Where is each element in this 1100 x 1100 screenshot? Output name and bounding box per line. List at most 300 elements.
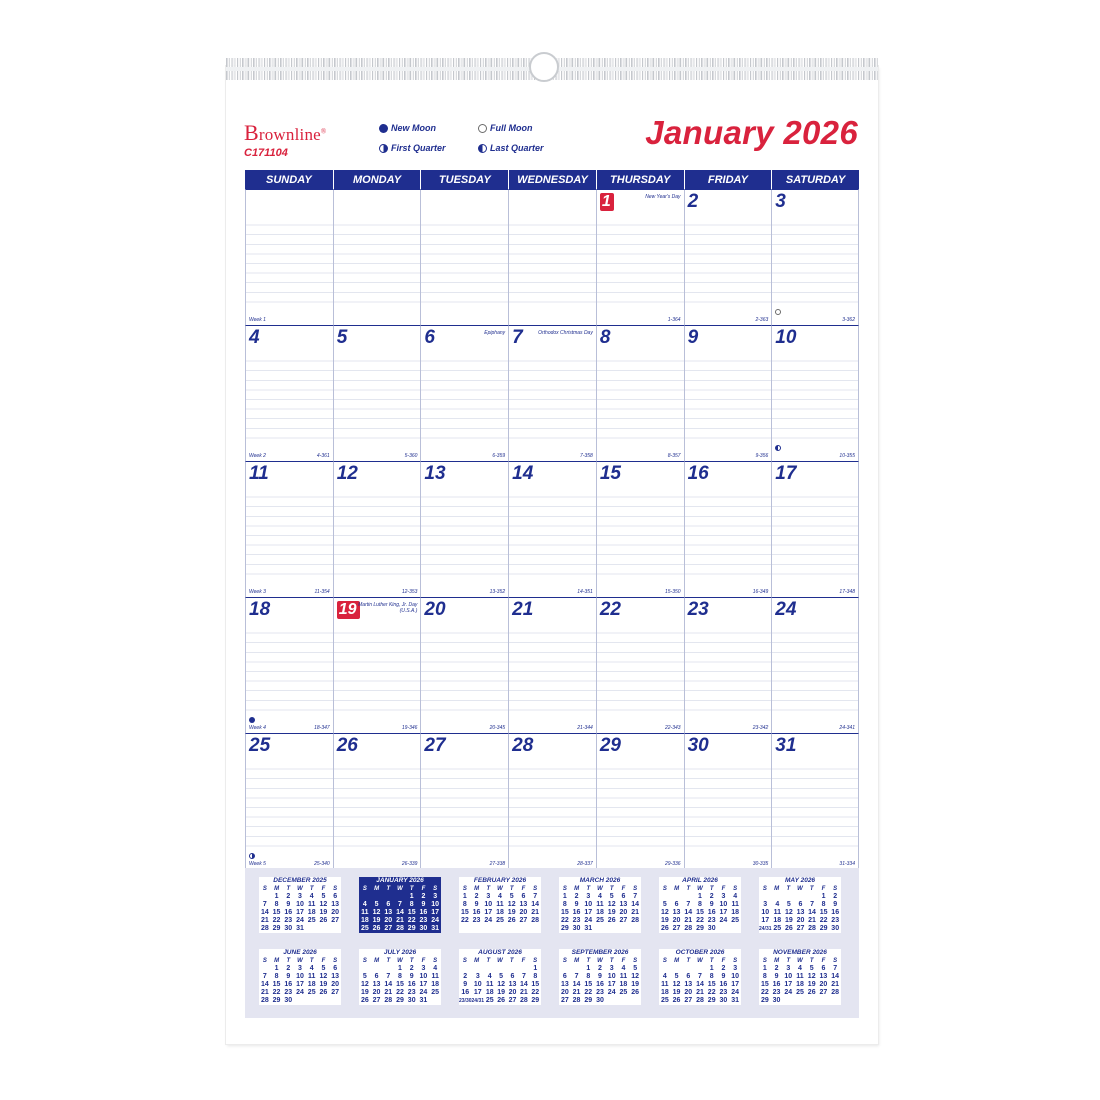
mini-day: 23 <box>596 989 604 996</box>
mini-weekday-header <box>459 957 541 965</box>
day-cell-23[interactable] <box>684 597 772 733</box>
mini-day: 4 <box>309 893 314 900</box>
mini-weekday: S <box>833 886 838 892</box>
day-cell-24[interactable] <box>771 597 859 733</box>
mini-month-title: JUNE 2026 <box>283 949 317 956</box>
mini-day: 21 <box>696 989 704 996</box>
mini-day: 10 <box>761 909 770 916</box>
mini-day: 24 <box>419 989 428 996</box>
day-cell-29[interactable] <box>596 733 684 869</box>
day-count: 7-358 <box>580 453 593 459</box>
mini-day <box>806 893 818 901</box>
mini-day: 5 <box>509 893 514 900</box>
mini-day: 30 <box>707 925 716 932</box>
mini-day: 13 <box>672 909 681 916</box>
mini-day <box>306 997 318 1005</box>
day-cell-28[interactable] <box>508 733 596 869</box>
mini-day <box>795 893 807 901</box>
mini-day: 6 <box>562 973 567 980</box>
new-moon-icon <box>379 124 388 133</box>
mini-day: 7 <box>574 973 579 980</box>
day-count: 2-363 <box>755 317 769 323</box>
mini-day: 30 <box>284 925 293 932</box>
mini-days <box>759 893 841 933</box>
mini-day: 30 <box>772 997 781 1004</box>
mini-day: 21 <box>684 917 693 924</box>
mini-day: 16 <box>719 981 728 988</box>
mini-day: 15 <box>819 909 828 916</box>
mini-day: 3 <box>298 893 302 900</box>
mini-day: 29 <box>584 997 593 1004</box>
mini-days <box>659 893 741 933</box>
legend-full-moon: Full Moon <box>478 123 533 133</box>
mini-day: 6 <box>386 901 391 908</box>
mini-day <box>394 893 406 901</box>
mini-weekday-header <box>359 885 441 893</box>
mini-day: 1 <box>274 893 279 900</box>
day-cell-7[interactable] <box>508 325 596 461</box>
mini-weekday: T <box>686 958 691 964</box>
mini-weekday: S <box>333 886 338 892</box>
mini-weekday: S <box>362 886 367 892</box>
mini-day: 1 <box>274 965 279 972</box>
mini-day: 2 <box>598 965 602 972</box>
day-count: 4-361 <box>316 453 330 459</box>
mini-weekday: T <box>786 886 791 892</box>
day-number: 31 <box>775 735 797 756</box>
mini-day: 7 <box>633 893 638 900</box>
mini-day: 23 <box>472 917 481 924</box>
mini-day: 7 <box>521 973 526 980</box>
day-cell-13[interactable] <box>420 461 508 597</box>
mini-days <box>559 965 641 1005</box>
weekday-header <box>245 170 859 189</box>
mini-day: 17 <box>784 981 793 988</box>
mini-day: 17 <box>473 989 482 996</box>
mini-day: 21 <box>808 917 816 924</box>
mini-day: 21 <box>384 989 393 996</box>
day-count: 18-347 <box>314 725 330 731</box>
mini-day: 20 <box>384 917 393 924</box>
mini-day: 8 <box>274 973 279 980</box>
month-grid <box>245 170 859 870</box>
day-cell-8[interactable] <box>596 325 684 461</box>
mini-weekday: W <box>597 886 603 892</box>
mini-day: 19 <box>360 989 369 996</box>
mini-day: 17 <box>719 909 728 916</box>
mini-day: 12 <box>497 981 506 988</box>
day-cell-19[interactable] <box>333 597 421 733</box>
mini-day: 17 <box>584 909 593 916</box>
mini-day: 19 <box>807 981 816 988</box>
day-cell-9[interactable] <box>684 325 772 461</box>
mini-weekday: S <box>733 958 738 964</box>
mini-day: 15 <box>272 981 281 988</box>
mini-month-title: JULY 2026 <box>383 949 417 956</box>
mini-weekday-header <box>459 885 541 893</box>
mini-day: 10 <box>296 901 304 908</box>
mini-day: 19 <box>319 981 328 988</box>
week-label: Week 1 <box>249 317 266 323</box>
mini-days <box>259 893 341 933</box>
mini-day: 11 <box>796 973 804 980</box>
mini-day: 20 <box>519 909 528 916</box>
mini-day <box>772 893 784 901</box>
day-cell-3[interactable] <box>771 189 859 325</box>
mini-weekday: S <box>733 886 738 892</box>
mini-day: 19 <box>631 981 640 988</box>
mini-weekday-header <box>259 957 341 965</box>
mini-day: 27 <box>331 989 340 996</box>
mini-weekday: M <box>474 886 480 892</box>
mini-day: 15 <box>707 981 716 988</box>
day-cell-30[interactable] <box>684 733 772 869</box>
mini-day: 28 <box>531 917 540 924</box>
mini-day: 12 <box>319 973 328 980</box>
day-cell-5[interactable] <box>333 325 421 461</box>
mini-day: 20 <box>331 981 340 988</box>
mini-day: 18 <box>307 909 316 916</box>
mini-weekday: T <box>386 886 391 892</box>
mini-weekday: S <box>433 958 438 964</box>
mini-day: 8 <box>762 973 767 980</box>
mini-weekday: F <box>821 958 826 964</box>
day-count: 27-338 <box>489 861 506 867</box>
mini-weekday: T <box>286 886 291 892</box>
mini-calendar-december-2025 <box>259 877 341 933</box>
mini-day <box>429 997 441 1005</box>
mini-day: 6 <box>821 965 826 972</box>
product-code: C171104 <box>244 147 288 159</box>
mini-day: 14 <box>684 909 693 916</box>
mini-day: 14 <box>572 981 581 988</box>
mini-day: 5 <box>499 973 504 980</box>
mini-day: 17 <box>761 917 770 924</box>
mini-day: 9 <box>409 973 414 980</box>
mini-day: 7 <box>833 965 838 972</box>
mini-weekday: T <box>809 958 814 964</box>
mini-day: 18 <box>360 917 369 924</box>
mini-day: 1 <box>821 893 826 900</box>
mini-day: 8 <box>709 973 714 980</box>
mini-day: 4 <box>498 893 502 900</box>
mini-day <box>329 997 341 1005</box>
mini-day: 12 <box>360 981 369 988</box>
mini-day <box>329 925 341 933</box>
mini-day: 15 <box>696 909 704 916</box>
mini-day: 9 <box>709 901 714 908</box>
mini-day: 28 <box>260 925 269 932</box>
mini-day <box>318 925 330 933</box>
mini-day: 10 <box>719 901 728 908</box>
mini-weekday-header <box>259 885 341 893</box>
mini-weekday: F <box>521 958 526 964</box>
mini-day: 13 <box>331 973 340 980</box>
mini-day: 19 <box>660 917 669 924</box>
day-cell-25[interactable] <box>245 733 333 869</box>
mini-day: 17 <box>484 909 493 916</box>
mini-day <box>671 965 683 973</box>
mini-day: 3 <box>298 965 302 972</box>
mini-month-title: APRIL 2026 <box>682 877 718 884</box>
mini-day <box>594 925 606 933</box>
day-count: 29-336 <box>664 861 681 867</box>
mini-days <box>759 965 841 1005</box>
mini-day: 24 <box>784 989 793 996</box>
mini-day: 4 <box>309 965 314 972</box>
day-cell-31[interactable] <box>771 733 859 869</box>
mini-day: 4 <box>433 965 438 972</box>
mini-weekday: F <box>321 958 326 964</box>
mini-weekday: F <box>321 886 326 892</box>
day-cell-22[interactable] <box>596 597 684 733</box>
mini-day: 15 <box>584 981 593 988</box>
day-cell-2[interactable] <box>684 189 772 325</box>
day-count: 30-335 <box>752 861 769 867</box>
mini-calendar-february-2026 <box>459 877 541 933</box>
mini-day: 15 <box>531 981 540 988</box>
mini-day: 20 <box>619 909 628 916</box>
day-count: 14-351 <box>577 589 593 595</box>
day-cell-16[interactable] <box>684 461 772 597</box>
mini-weekday-header <box>359 957 441 965</box>
mini-weekday-header <box>759 957 841 965</box>
day-cell-10[interactable] <box>771 325 859 461</box>
mini-day: 24/31 <box>759 926 772 932</box>
mini-day: 24/31 <box>471 998 485 1004</box>
mini-day: 10 <box>473 981 482 988</box>
mini-day: 15 <box>560 909 569 916</box>
day-number: 16 <box>687 463 709 484</box>
mini-day <box>259 893 271 901</box>
mini-weekday: S <box>462 958 467 964</box>
day-number: 29 <box>599 735 621 756</box>
week-label: Week 5 <box>249 861 266 867</box>
mini-day: 18 <box>496 909 504 916</box>
mini-weekday: T <box>286 958 291 964</box>
mini-day: 12 <box>607 901 616 908</box>
mini-day: 26 <box>360 997 369 1004</box>
mini-day: 2 <box>709 893 714 900</box>
mini-day: 28 <box>631 917 640 924</box>
mini-day: 17 <box>731 981 740 988</box>
weekday-saturday: SATURDAY <box>771 170 859 189</box>
day-cell-27[interactable] <box>420 733 508 869</box>
mini-weekday: T <box>509 886 514 892</box>
mini-day: 13 <box>684 981 693 988</box>
mini-month-title: DECEMBER 2025 <box>273 877 327 884</box>
mini-day <box>606 925 618 933</box>
mini-day <box>806 997 818 1005</box>
mini-day: 11 <box>431 973 439 980</box>
day-count: 5-360 <box>404 453 418 459</box>
mini-day: 16 <box>461 989 470 996</box>
day-count: 17-348 <box>839 589 855 595</box>
day-number: 10 <box>775 327 797 348</box>
mini-weekday-header <box>659 885 741 893</box>
mini-day: 4 <box>775 901 780 908</box>
mini-weekday: M <box>774 958 780 964</box>
mini-day: 18 <box>431 981 440 988</box>
mini-day: 10 <box>731 973 740 980</box>
mini-weekday: T <box>486 958 491 964</box>
mini-day: 9 <box>774 973 779 980</box>
mini-day: 8 <box>398 973 402 980</box>
mini-day: 13 <box>519 901 528 908</box>
empty-day-cell[interactable] <box>508 189 596 325</box>
mini-day: 15 <box>407 909 416 916</box>
day-cell-1[interactable] <box>596 189 684 325</box>
mini-day: 17 <box>296 909 304 916</box>
mini-day: 21 <box>396 917 404 924</box>
day-number: 17 <box>775 463 797 484</box>
mini-month-title: JANUARY 2026 <box>376 877 424 884</box>
week-label: Week 3 <box>249 589 266 595</box>
day-cell-6[interactable] <box>420 325 508 461</box>
mini-day: 31 <box>584 925 593 932</box>
day-number: 15 <box>599 463 621 484</box>
mini-day: 1 <box>698 893 702 900</box>
mini-day: 2 <box>833 893 838 900</box>
day-number: 19 <box>337 601 360 619</box>
mini-day: 16 <box>831 909 840 916</box>
mini-day: 13 <box>508 981 517 988</box>
mini-day: 26 <box>507 917 516 924</box>
mini-day: 26 <box>319 917 328 924</box>
legend-new-moon: New Moon <box>379 123 436 133</box>
mini-day <box>659 965 671 973</box>
mini-day: 19 <box>784 917 793 924</box>
mini-day: 30 <box>572 925 581 932</box>
mini-day: 14 <box>384 981 393 988</box>
mini-day: 22 <box>760 989 769 996</box>
mini-day: 7 <box>698 973 702 980</box>
day-cell-18[interactable] <box>245 597 333 733</box>
mini-day: 26 <box>497 997 506 1004</box>
mini-day <box>318 997 330 1005</box>
mini-day: 20 <box>331 909 340 916</box>
mini-day: 13 <box>331 901 340 908</box>
weekday-tuesday: TUESDAY <box>420 170 508 189</box>
mini-day: 16 <box>572 909 581 916</box>
mini-day: 6 <box>521 893 526 900</box>
day-cell-4[interactable] <box>245 325 333 461</box>
day-cell-14[interactable] <box>508 461 596 597</box>
mini-day: 2 <box>474 893 479 900</box>
mini-day: 1 <box>409 893 414 900</box>
mini-day <box>606 997 618 1005</box>
mini-day: 2 <box>421 893 426 900</box>
mini-day: 4 <box>733 893 738 900</box>
mini-day: 12 <box>507 901 516 908</box>
mini-day: 29 <box>272 925 281 932</box>
mini-weekday: W <box>297 958 303 964</box>
mini-weekday: T <box>809 886 814 892</box>
empty-day-cell[interactable] <box>420 189 508 325</box>
mini-day: 23 <box>284 989 293 996</box>
day-cell-17[interactable] <box>771 461 859 597</box>
mini-day: 25 <box>496 917 504 924</box>
mini-day: 11 <box>661 981 669 988</box>
mini-day <box>382 965 394 973</box>
mini-day <box>518 965 529 973</box>
mini-weekday: S <box>533 886 538 892</box>
mini-day: 27 <box>684 997 693 1004</box>
mini-day: 10 <box>431 901 440 908</box>
mini-day: 27 <box>819 989 828 996</box>
day-cell-20[interactable] <box>420 597 508 733</box>
mini-day: 23 <box>419 917 428 924</box>
mini-day <box>759 893 772 901</box>
mini-weekday: S <box>462 886 467 892</box>
mini-day <box>495 965 506 973</box>
mini-day: 22 <box>407 917 416 924</box>
mini-day: 13 <box>796 909 805 916</box>
day-cell-21[interactable] <box>508 597 596 733</box>
mini-weekday: T <box>586 886 591 892</box>
mini-day: 11 <box>596 901 604 908</box>
mini-day <box>472 965 485 973</box>
mini-day: 17 <box>419 981 428 988</box>
mini-weekday: T <box>409 886 414 892</box>
mini-day: 22 <box>560 917 569 924</box>
mini-weekday: M <box>474 958 480 964</box>
mini-month-title: MAY 2026 <box>784 877 816 884</box>
mini-day: 14 <box>631 901 640 908</box>
day-number: 24 <box>775 599 797 620</box>
mini-day: 3 <box>786 965 791 972</box>
day-cell-12[interactable] <box>333 461 421 597</box>
day-cell-11[interactable] <box>245 461 333 597</box>
day-number: 5 <box>336 327 348 348</box>
mini-weekday: W <box>797 958 803 964</box>
mini-weekday: S <box>433 886 438 892</box>
mini-calendars-panel <box>245 868 859 1018</box>
day-count: 19-346 <box>401 725 418 731</box>
mini-day: 16 <box>407 981 416 988</box>
mini-day: 13 <box>619 901 628 908</box>
mini-weekday: T <box>686 886 691 892</box>
mini-day: 11 <box>361 909 369 916</box>
mini-day: 7 <box>810 901 814 908</box>
mini-day <box>818 997 830 1005</box>
mini-month-title: FEBRUARY 2026 <box>473 877 527 884</box>
mini-day: 16 <box>707 909 716 916</box>
mini-day <box>682 893 694 901</box>
mini-day: 18 <box>773 917 782 924</box>
mini-day: 14 <box>696 981 704 988</box>
day-number: 2 <box>687 191 699 212</box>
holiday-label: Martin Luther King, Jr. Day (U.S.A.) <box>358 602 418 614</box>
mini-day: 25 <box>619 989 628 996</box>
mini-day <box>371 893 383 901</box>
mini-day: 26 <box>631 989 640 996</box>
mini-day <box>671 893 683 901</box>
mini-weekday: S <box>262 886 267 892</box>
day-cell-15[interactable] <box>596 461 684 597</box>
mini-day: 24 <box>584 917 593 924</box>
mini-day: 11 <box>308 973 316 980</box>
mini-day: 30 <box>596 997 604 1004</box>
mini-day <box>659 893 671 901</box>
empty-day-cell[interactable] <box>333 189 421 325</box>
mini-day: 28 <box>808 925 816 932</box>
mini-day: 5 <box>662 901 667 908</box>
day-cell-26[interactable] <box>333 733 421 869</box>
mini-day <box>507 965 518 973</box>
empty-day-cell[interactable] <box>245 189 333 325</box>
mini-day: 15 <box>272 909 281 916</box>
